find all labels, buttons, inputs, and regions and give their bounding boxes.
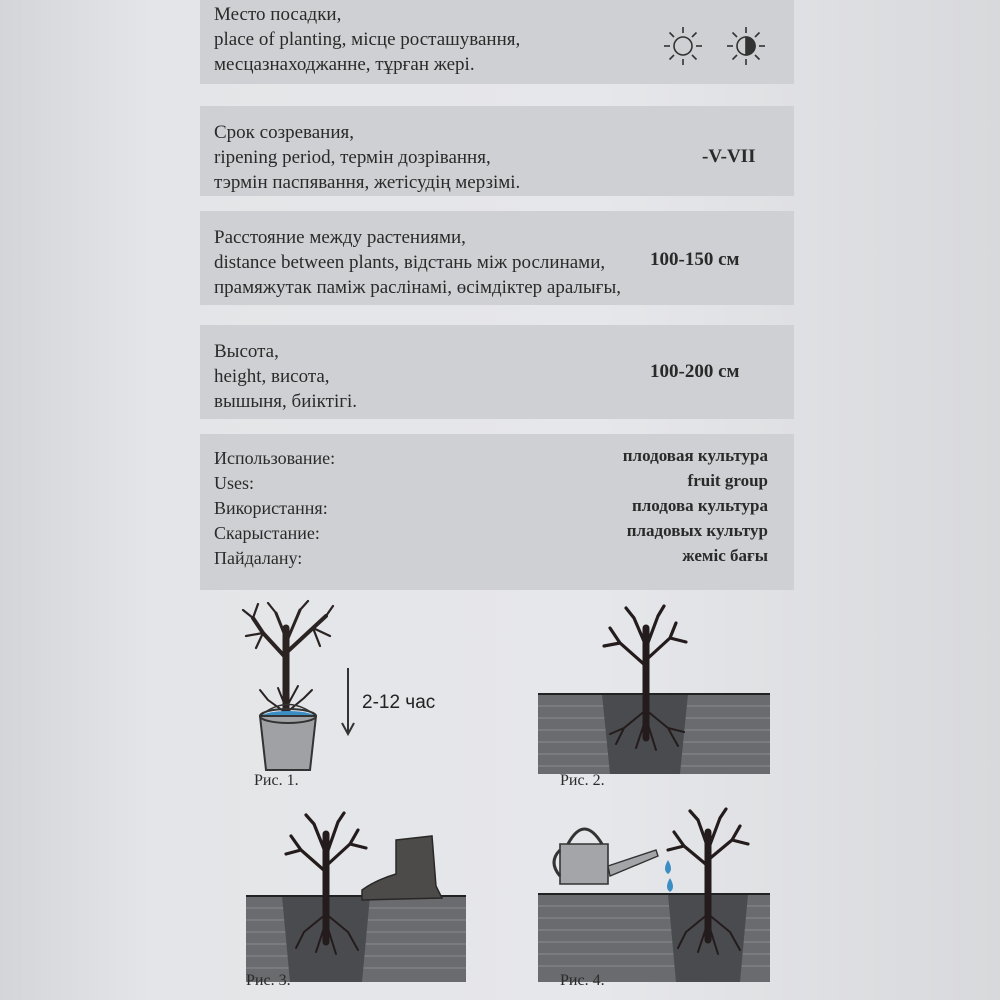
figure-3-firming-illustration (246, 810, 466, 982)
uses-value-ru: плодовая культура (622, 446, 768, 465)
figure-1-soaking-illustration (238, 598, 458, 778)
half-shade-icon (727, 27, 765, 65)
figure-1-caption: Рис. 1. (254, 772, 299, 789)
ripening-value: -V-VII (702, 146, 756, 167)
sun-exposure-icons (658, 22, 778, 72)
planting-line-1: Место посадки, (214, 4, 342, 25)
water-drop-icon (667, 878, 673, 892)
uses-label-kk: Пайдалану: (214, 548, 303, 568)
bucket (260, 716, 316, 770)
ripening-section (200, 106, 794, 196)
distance-value: 100-150 см (650, 249, 740, 270)
distance-section (200, 211, 794, 305)
height-line-1: Высота, (214, 341, 279, 362)
boot (362, 836, 442, 900)
height-value: 100-200 см (650, 361, 740, 382)
uses-label-be: Скарыстание: (214, 523, 320, 543)
planting-line-2: place of planting, місце росташування, (214, 29, 521, 50)
uses-label-en: Uses: (214, 473, 254, 493)
uses-value-kk: жеміс бағы (682, 546, 768, 565)
distance-line-1: Расстояние между растениями, (214, 227, 466, 248)
distance-line-3: прамяжутак паміж раслінамі, өсімдіктер аралығы, (214, 277, 621, 298)
height-line-3: вышыня, биіктігі. (214, 391, 358, 412)
figure-2-caption: Рис. 2. (560, 772, 605, 789)
water-drop-icon (665, 860, 671, 874)
ripening-line-1: Срок созревания, (214, 122, 355, 143)
soak-time-label: 2-12 час (362, 692, 436, 713)
figure-4-caption: Рис. 4. (560, 972, 605, 989)
figure-2-hole-illustration (538, 598, 770, 774)
uses-label-ru: Использование: (214, 448, 336, 468)
planting-line-3: месцазнаходжанне, тұрған жері. (214, 54, 475, 75)
ripening-line-2: ripening period, термін дозрівання, (214, 147, 491, 168)
sun-icon (664, 27, 702, 65)
height-line-2: height, висота, (214, 366, 330, 387)
down-arrow-icon (342, 668, 354, 734)
uses-value-en: fruit group (687, 471, 768, 490)
uses-value-be: пладовых культур (626, 521, 768, 540)
figure-4-watering-illustration (538, 806, 770, 982)
watering-can-icon (554, 829, 658, 884)
ripening-line-3: тэрмін паспявання, жетісудің мерзімі. (214, 172, 521, 193)
uses-label-uk: Використання: (214, 498, 328, 518)
distance-line-2: distance between plants, відстань між рослинами, (214, 252, 606, 273)
uses-value-uk: плодова культура (631, 496, 768, 515)
figure-3-caption: Рис. 3. (246, 972, 291, 989)
uses-section (200, 434, 794, 590)
height-section (200, 325, 794, 419)
planting-place-section (200, 0, 794, 84)
